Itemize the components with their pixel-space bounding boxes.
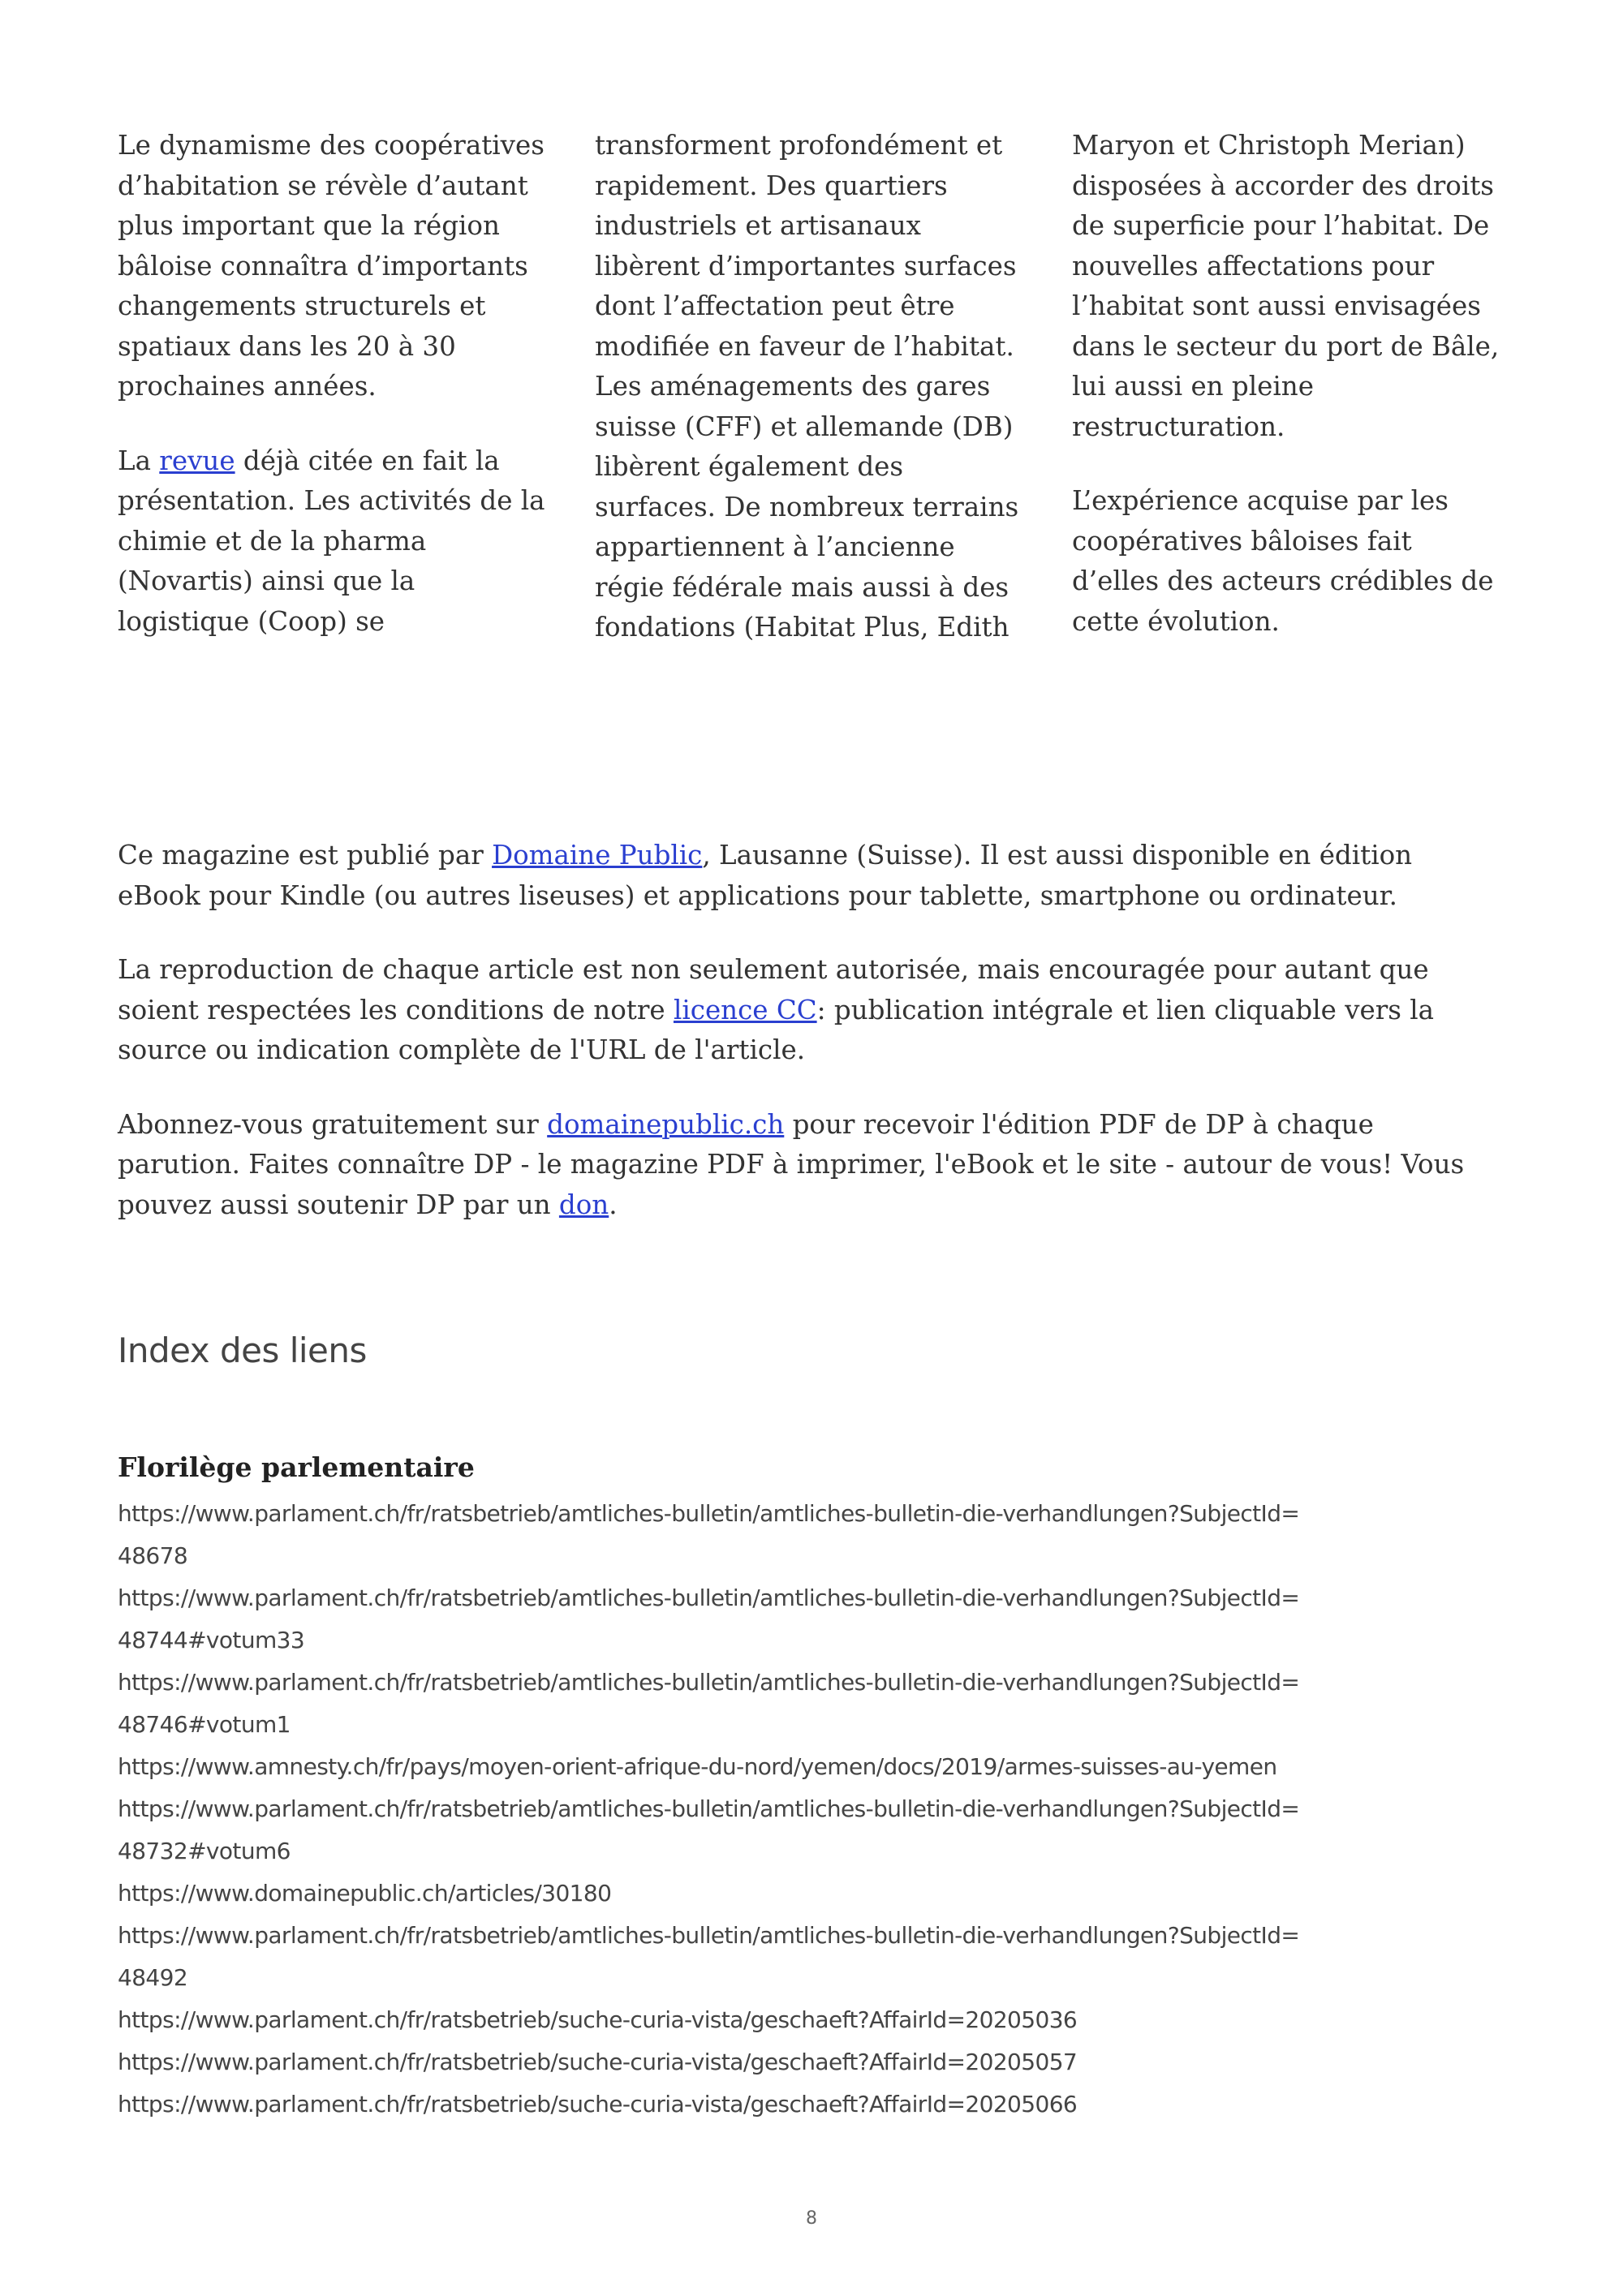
text-line — [595, 166, 1033, 207]
text-run: dans le secteur du port de Bâle, — [1072, 330, 1500, 362]
url-list-item[interactable] — [118, 1662, 1530, 1746]
text-line — [118, 1105, 1522, 1146]
text-run: bâloise connaîtra d’importants — [118, 250, 528, 282]
url-text: https://www.parlament.ch/fr/ratsbetrieb/amtliches-bulletin/amtliches-bulletin-die-verhandlungen?SubjectId= — [118, 1669, 1300, 1696]
text-run: régie fédérale mais aussi à des — [595, 571, 1010, 603]
text-line — [595, 527, 1033, 568]
text-line — [595, 206, 1033, 247]
url-list-item[interactable] — [118, 1746, 1530, 1788]
text-run: Les aménagements des gares — [595, 371, 991, 402]
text-run: plus important que la région — [118, 210, 500, 241]
text-line — [1072, 327, 1510, 368]
text-line — [1072, 206, 1510, 247]
text-line — [595, 608, 1033, 648]
text-run: libèrent d’importantes surfaces — [595, 250, 1017, 282]
index-section-heading: Florilège parlementaire — [118, 1451, 475, 1483]
url-list-item[interactable] — [118, 2083, 1530, 2126]
text-line — [118, 441, 556, 482]
text-line — [118, 602, 556, 643]
licence-cc-link[interactable]: licence CC — [673, 994, 817, 1025]
text-line — [595, 247, 1033, 287]
text-run: coopératives bâloises fait — [1072, 525, 1412, 557]
url-list-item[interactable] — [118, 1788, 1530, 1872]
text-line — [595, 568, 1033, 608]
footer-paragraph — [118, 836, 1522, 916]
url-text: https://www.amnesty.ch/fr/pays/moyen-orient-afrique-du-nord/yemen/docs/2019/armes-suisses-au-yemen — [118, 1753, 1277, 1780]
text-run: Le dynamisme des coopératives — [118, 130, 545, 161]
text-line — [118, 836, 1522, 876]
text-line — [118, 522, 556, 562]
text-run: parution. Faites connaître DP - le magazine PDF à imprimer, l'eBook et le site - autour de vous! Vous — [118, 1149, 1465, 1180]
text-line — [595, 367, 1033, 407]
text-run: nouvelles affectations pour — [1072, 250, 1435, 282]
text-run: logistique (Coop) se — [118, 605, 385, 637]
url-text: https://www.parlament.ch/fr/ratsbetrieb/amtliches-bulletin/amtliches-bulletin-die-verhandlungen?SubjectId= — [118, 1500, 1300, 1527]
article-paragraph — [1072, 126, 1510, 447]
text-run: cette évolution. — [1072, 605, 1280, 637]
text-run: lui aussi en pleine — [1072, 371, 1314, 402]
text-line — [118, 561, 556, 602]
text-run: Ce magazine est publié par — [118, 840, 493, 871]
domaine-public-link[interactable]: Domaine Public — [492, 840, 703, 871]
url-text: https://www.parlament.ch/fr/ratsbetrieb/suche-curia-vista/geschaeft?AffairId=20205036 — [118, 2006, 1078, 2033]
text-run: modifiée en faveur de l’habitat. — [595, 330, 1014, 362]
text-run: eBook pour Kindle (ou autres liseuses) et applications pour tablette, smartphone ou ordinateur. — [118, 879, 1397, 911]
url-text: 48678 — [118, 1542, 188, 1569]
text-run: soient respectées les conditions de notre — [118, 994, 674, 1025]
text-line — [118, 1185, 1522, 1226]
domainepublic-ch-link[interactable]: domainepublic.ch — [547, 1108, 785, 1140]
text-run: Maryon et Christoph Merian) — [1072, 130, 1466, 161]
url-list-item[interactable] — [118, 1577, 1530, 1662]
text-line — [1072, 367, 1510, 407]
text-line — [595, 286, 1033, 327]
text-line — [1072, 481, 1510, 522]
text-run: La — [118, 445, 160, 476]
text-line — [118, 206, 556, 247]
text-line — [118, 126, 556, 166]
text-run: pour recevoir l'édition PDF de DP à chaque — [784, 1108, 1374, 1140]
text-run: d’elles des acteurs crédibles de — [1072, 565, 1494, 596]
text-run: libèrent également des — [595, 451, 904, 482]
text-run: . — [609, 1189, 618, 1220]
article-paragraph — [118, 126, 556, 407]
text-run: fondations (Habitat Plus, Edith — [595, 612, 1010, 643]
link-index-section — [118, 1451, 1530, 2126]
footer-paragraph — [118, 950, 1522, 1071]
url-text: https://www.parlament.ch/fr/ratsbetrieb/suche-curia-vista/geschaeft?AffairId=20205057 — [118, 2049, 1078, 2075]
text-line — [1072, 602, 1510, 643]
text-line — [118, 876, 1522, 917]
url-list-item[interactable] — [118, 1999, 1530, 2041]
text-run: industriels et artisanaux — [595, 210, 921, 241]
text-line — [1072, 166, 1510, 207]
text-line — [118, 481, 556, 522]
text-line — [118, 367, 556, 407]
text-run: disposées à accorder des droits — [1072, 170, 1494, 201]
article-columns — [118, 126, 1513, 653]
url-text: https://www.domainepublic.ch/articles/30180 — [118, 1880, 612, 1907]
text-run: source ou indication complète de l'URL de l'article. — [118, 1034, 806, 1065]
article-column-1 — [118, 126, 556, 676]
text-run: déjà citée en fait la — [235, 445, 500, 476]
text-line — [118, 286, 556, 327]
text-line — [1072, 561, 1510, 602]
text-run: présentation. Les activités de la — [118, 485, 545, 516]
url-text: https://www.parlament.ch/fr/ratsbetrieb/amtliches-bulletin/amtliches-bulletin-die-verhandlungen?SubjectId= — [118, 1922, 1300, 1949]
text-line — [118, 991, 1522, 1031]
footer-paragraph — [118, 1105, 1522, 1226]
text-run: chimie et de la pharma — [118, 525, 427, 557]
text-line — [595, 126, 1033, 166]
text-run: changements structurels et — [118, 290, 486, 321]
text-line — [595, 407, 1033, 448]
don-link[interactable]: don — [558, 1189, 609, 1220]
text-run: L’expérience acquise par les — [1072, 485, 1449, 516]
article-column-3 — [1072, 126, 1510, 676]
text-run: spatiaux dans les 20 à 30 — [118, 330, 456, 362]
article-paragraph — [1072, 481, 1510, 642]
text-run: La reproduction de chaque article est non seulement autorisée, mais encouragée pour autant que — [118, 954, 1429, 985]
article-paragraph — [118, 441, 556, 643]
url-list-item[interactable] — [118, 1493, 1530, 1577]
text-run: restructuration. — [1072, 411, 1285, 442]
text-line — [118, 1145, 1522, 1185]
publisher-notice — [118, 836, 1522, 1259]
url-list-item[interactable] — [118, 1872, 1530, 1915]
text-line — [118, 166, 556, 207]
text-run: dont l’affectation peut être — [595, 290, 955, 321]
url-text: https://www.parlament.ch/fr/ratsbetrieb/amtliches-bulletin/amtliches-bulletin-die-verhandlungen?SubjectId= — [118, 1795, 1300, 1822]
text-run: pouvez aussi soutenir DP par un — [118, 1189, 559, 1220]
text-line — [1072, 126, 1510, 166]
url-text: 48746#votum1 — [118, 1711, 291, 1738]
text-run: , Lausanne (Suisse). Il est aussi disponible en édition — [702, 840, 1413, 871]
text-run: surfaces. De nombreux terrains — [595, 491, 1019, 522]
url-text: 48744#votum33 — [118, 1627, 305, 1653]
url-text: 48492 — [118, 1964, 188, 1991]
url-list — [118, 1493, 1530, 2126]
text-line — [118, 1030, 1522, 1071]
text-line — [118, 247, 556, 287]
text-run: d’habitation se révèle d’autant — [118, 170, 528, 201]
text-run: appartiennent à l’ancienne — [595, 531, 955, 562]
text-line — [1072, 247, 1510, 287]
text-line — [1072, 286, 1510, 327]
text-line — [595, 488, 1033, 528]
text-run: l’habitat sont aussi envisagées — [1072, 290, 1481, 321]
url-list-item[interactable] — [118, 1915, 1530, 1999]
url-text: https://www.parlament.ch/fr/ratsbetrieb/amtliches-bulletin/amtliches-bulletin-die-verhandlungen?SubjectId= — [118, 1584, 1300, 1611]
text-line — [595, 327, 1033, 368]
text-line — [595, 447, 1033, 488]
text-run: de superficie pour l’habitat. De — [1072, 210, 1490, 241]
text-line — [118, 950, 1522, 991]
text-run: rapidement. Des quartiers — [595, 170, 948, 201]
text-line — [1072, 407, 1510, 448]
url-text: 48732#votum6 — [118, 1838, 291, 1864]
page-number: 8 — [806, 2208, 817, 2229]
text-run: suisse (CFF) et allemande (DB) — [595, 411, 1014, 442]
article-paragraph — [595, 126, 1033, 648]
text-line — [1072, 522, 1510, 562]
text-run: : publication intégrale et lien cliquable vers la — [816, 994, 1435, 1025]
text-run: Abonnez-vous gratuitement sur — [118, 1108, 548, 1140]
revue-link[interactable]: revue — [159, 445, 235, 476]
text-line — [118, 327, 556, 368]
text-run: prochaines années. — [118, 371, 377, 402]
text-run: transforment profondément et — [595, 130, 1003, 161]
text-run: (Novartis) ainsi que la — [118, 565, 415, 596]
index-title: Index des liens — [118, 1331, 367, 1370]
url-list-item[interactable] — [118, 2041, 1530, 2083]
article-column-2 — [595, 126, 1033, 682]
url-text: https://www.parlament.ch/fr/ratsbetrieb/suche-curia-vista/geschaeft?AffairId=20205066 — [118, 2091, 1078, 2118]
